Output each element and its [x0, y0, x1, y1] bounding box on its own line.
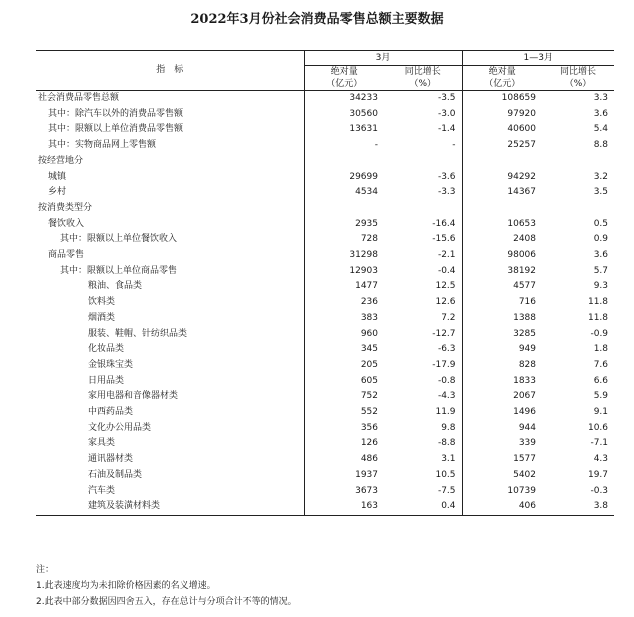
ytd-abs-cell: 10653 — [507, 218, 537, 229]
march-yoy-cell: -3.6 — [384, 170, 462, 186]
ytd-abs-cell: 25257 — [507, 140, 537, 151]
march-yoy-cell — [384, 154, 462, 170]
table-row — [36, 389, 614, 405]
row-label: 社会消费品零售总额 — [36, 91, 304, 107]
note-1: 1.此表速度均为未扣除价格因素的名义增速。 — [36, 581, 216, 591]
ytd-abs-cell: 1496 — [513, 407, 537, 418]
row-label: 家具类 — [36, 436, 304, 452]
row-label: 其中：实物商品网上零售额 — [36, 138, 304, 154]
ytd-yoy-cell: 3.2 — [593, 171, 609, 182]
march-yoy-cell: 0.4 — [384, 499, 462, 515]
ytd-abs-cell: 949 — [518, 344, 537, 355]
row-label: 按消费类型分 — [36, 201, 304, 217]
ytd-yoy-header — [542, 66, 614, 91]
retail-sales-table — [36, 50, 614, 516]
table-row — [36, 185, 614, 201]
ytd-abs-cell: 339 — [518, 438, 537, 449]
march-abs-cell: 486 — [360, 454, 378, 465]
row-label: 粮油、食品类 — [36, 279, 304, 295]
ytd-abs-cell: 1388 — [513, 312, 537, 323]
table-row — [36, 405, 614, 421]
row-label: 其中：限额以上单位商品零售 — [36, 264, 304, 280]
ytd-abs-cell: 14367 — [507, 187, 537, 198]
ytd-abs-cell: 2408 — [513, 234, 537, 245]
march-yoy-cell: 10.5 — [384, 468, 462, 484]
abs-label: 绝对量 — [488, 67, 516, 77]
march-abs-cell: - — [374, 140, 378, 151]
march-yoy-cell: 11.9 — [384, 405, 462, 421]
ytd-abs-cell: 4577 — [513, 281, 537, 292]
ytd-abs-cell: 3285 — [513, 328, 537, 339]
march-abs-cell: 4534 — [355, 187, 378, 198]
table-row — [36, 170, 614, 186]
page-title: 2022年3月份社会消费品零售总额主要数据 — [190, 12, 444, 27]
ytd-yoy-cell: 19.7 — [587, 469, 609, 480]
ytd-yoy-cell: 9.1 — [593, 407, 609, 418]
march-abs-cell: 728 — [360, 234, 378, 245]
table-row — [36, 374, 614, 390]
ytd-yoy-cell: 3.6 — [593, 250, 609, 261]
ytd-yoy-cell: 5.7 — [593, 265, 609, 276]
notes-heading: 注： — [36, 565, 55, 575]
ytd-yoy-cell: -7.1 — [590, 438, 609, 449]
table-row — [36, 468, 614, 484]
march-header: 3月 — [304, 51, 462, 66]
abs-label: 绝对量 — [330, 67, 358, 77]
abs-unit: （亿元） — [326, 79, 363, 89]
row-label: 汽车类 — [36, 484, 304, 500]
row-label: 饮料类 — [36, 295, 304, 311]
row-label: 服装、鞋帽、针纺织品类 — [36, 327, 304, 343]
row-label: 石油及制品类 — [36, 468, 304, 484]
ytd-yoy-cell: -0.3 — [590, 485, 609, 496]
march-yoy-cell: 12.6 — [384, 295, 462, 311]
march-abs-cell: 605 — [360, 375, 378, 386]
table-body — [36, 91, 614, 516]
ytd-yoy-cell: 3.6 — [593, 108, 609, 119]
notes — [36, 562, 297, 610]
ytd-abs-cell — [462, 154, 542, 170]
ytd-abs-cell: 2067 — [513, 391, 537, 402]
row-label: 其中：限额以上单位消费品零售额 — [36, 122, 304, 138]
march-yoy-cell: -3.0 — [384, 107, 462, 123]
ytd-abs-cell: 5402 — [513, 469, 537, 480]
table-row — [36, 327, 614, 343]
march-yoy-cell: -7.5 — [384, 484, 462, 500]
ytd-yoy-cell — [542, 154, 614, 170]
table-row — [36, 107, 614, 123]
row-label: 商品零售 — [36, 248, 304, 264]
table-row — [36, 279, 614, 295]
march-yoy-cell: -12.7 — [384, 327, 462, 343]
table-row — [36, 358, 614, 374]
march-yoy-cell: -1.4 — [384, 122, 462, 138]
march-yoy-cell: 12.5 — [384, 279, 462, 295]
ytd-abs-cell: 944 — [518, 422, 537, 433]
ytd-yoy-cell: 1.8 — [593, 344, 609, 355]
ytd-abs-cell: 406 — [462, 499, 542, 515]
row-label: 通讯器材类 — [36, 452, 304, 468]
ytd-abs-cell: 94292 — [507, 171, 537, 182]
row-label: 日用品类 — [36, 374, 304, 390]
table-row — [36, 122, 614, 138]
march-yoy-cell: -3.5 — [384, 91, 462, 107]
row-label: 城镇 — [36, 170, 304, 186]
ytd-abs-cell — [462, 201, 542, 217]
march-yoy-cell: 3.1 — [384, 452, 462, 468]
ytd-yoy-cell: 0.5 — [593, 218, 609, 229]
march-yoy-cell: 9.8 — [384, 421, 462, 437]
ytd-abs-cell: 108659 — [501, 93, 537, 103]
row-label: 建筑及装潢材料类 — [36, 499, 304, 515]
march-yoy-cell — [384, 201, 462, 217]
ytd-abs-cell: 716 — [518, 297, 537, 308]
table-row — [36, 91, 614, 107]
row-label: 餐饮收入 — [36, 217, 304, 233]
march-abs-cell: 30560 — [349, 108, 378, 119]
ytd-abs-cell: 38192 — [507, 265, 537, 276]
march-abs-cell: 345 — [360, 344, 378, 355]
ytd-abs-cell: 828 — [518, 359, 537, 370]
march-abs-cell: 29699 — [349, 171, 378, 182]
ytd-yoy-cell: -0.9 — [590, 328, 609, 339]
march-yoy-cell: -6.3 — [384, 342, 462, 358]
ytd-yoy-cell: 9.3 — [593, 281, 609, 292]
ytd-abs-cell: 40600 — [507, 124, 537, 135]
march-yoy-cell: -3.3 — [384, 185, 462, 201]
march-abs-cell: 31298 — [349, 250, 378, 261]
table-row — [36, 311, 614, 327]
table-row — [36, 342, 614, 358]
march-abs-cell: 3673 — [355, 485, 378, 496]
ytd-yoy-cell: 10.6 — [587, 422, 609, 433]
ytd-yoy-cell: 3.8 — [542, 499, 614, 515]
march-yoy-cell: -4.3 — [384, 389, 462, 405]
march-abs-cell: 205 — [360, 359, 378, 370]
ytd-yoy-cell: 4.3 — [593, 454, 609, 465]
march-abs-cell: 126 — [360, 438, 378, 449]
march-abs-cell: 236 — [360, 297, 378, 308]
march-yoy-cell: -15.6 — [384, 232, 462, 248]
table-row — [36, 154, 614, 170]
march-abs-cell: 383 — [360, 312, 378, 323]
ytd-abs-cell: 97920 — [507, 108, 537, 119]
march-abs-cell: 13631 — [349, 124, 378, 135]
row-label: 其中：限额以上单位餐饮收入 — [36, 232, 304, 248]
table-row — [36, 264, 614, 280]
table-row — [36, 138, 614, 154]
ytd-abs-cell: 98006 — [507, 250, 537, 261]
table-row — [36, 499, 614, 515]
ytd-yoy-cell: 3.5 — [593, 187, 609, 198]
row-label: 乡村 — [36, 185, 304, 201]
table-row — [36, 217, 614, 233]
header-row-periods — [36, 51, 614, 66]
ytd-abs-header — [462, 66, 542, 91]
table-row — [36, 421, 614, 437]
yoy-unit: （%） — [409, 79, 437, 89]
row-label: 中西药品类 — [36, 405, 304, 421]
yoy-label: 同比增长 — [560, 67, 597, 77]
march-yoy-cell: -17.9 — [384, 358, 462, 374]
march-yoy-cell: -8.8 — [384, 436, 462, 452]
table-row — [36, 436, 614, 452]
row-label: 文化办公用品类 — [36, 421, 304, 437]
note-2: 2.此表中部分数据因四舍五入，存在总计与分项合计不等的情况。 — [36, 597, 297, 607]
march-abs-cell — [304, 154, 384, 170]
ytd-yoy-cell: 11.8 — [587, 297, 609, 308]
table-row — [36, 248, 614, 264]
march-abs-cell: 752 — [360, 391, 378, 402]
ytd-header: 1—3月 — [462, 51, 614, 66]
march-abs-cell — [304, 201, 384, 217]
march-yoy-header — [384, 66, 462, 91]
march-abs-cell: 960 — [360, 328, 378, 339]
row-label: 家用电器和音像器材类 — [36, 389, 304, 405]
table-row — [36, 484, 614, 500]
table-row — [36, 201, 614, 217]
march-abs-header — [304, 66, 384, 91]
march-yoy-cell: - — [384, 138, 462, 154]
ytd-abs-cell: 10739 — [507, 485, 537, 496]
table-row — [36, 232, 614, 248]
table-row — [36, 295, 614, 311]
march-yoy-cell: -2.1 — [384, 248, 462, 264]
march-yoy-cell: 7.2 — [384, 311, 462, 327]
abs-unit: （亿元） — [484, 79, 521, 89]
yoy-label: 同比增长 — [404, 67, 441, 77]
march-abs-cell: 1937 — [355, 469, 378, 480]
ytd-yoy-cell: 8.8 — [593, 140, 609, 151]
march-yoy-cell: -0.8 — [384, 374, 462, 390]
yoy-unit: （%） — [564, 79, 592, 89]
row-label: 按经营地分 — [36, 154, 304, 170]
ytd-yoy-cell: 0.9 — [593, 234, 609, 245]
march-abs-cell: 1477 — [355, 281, 378, 292]
row-label: 其中：除汽车以外的消费品零售额 — [36, 107, 304, 123]
march-yoy-cell: -0.4 — [384, 264, 462, 280]
march-abs-cell: 356 — [360, 422, 378, 433]
table-row — [36, 452, 614, 468]
march-abs-cell: 12903 — [349, 265, 378, 276]
ytd-yoy-cell: 5.4 — [593, 124, 609, 135]
march-abs-cell: 34233 — [349, 93, 378, 103]
march-abs-cell: 552 — [360, 407, 378, 418]
row-label: 化妆品类 — [36, 342, 304, 358]
ytd-yoy-cell: 11.8 — [587, 312, 609, 323]
ytd-yoy-cell: 3.3 — [593, 93, 609, 103]
ytd-abs-cell: 1577 — [513, 454, 537, 465]
ytd-abs-cell: 1833 — [513, 375, 537, 386]
march-abs-cell: 2935 — [355, 218, 378, 229]
row-label: 烟酒类 — [36, 311, 304, 327]
ytd-yoy-cell — [542, 201, 614, 217]
ytd-yoy-cell: 7.6 — [593, 359, 609, 370]
ytd-yoy-cell: 6.6 — [593, 375, 609, 386]
row-label: 金银珠宝类 — [36, 358, 304, 374]
march-abs-cell: 163 — [304, 499, 384, 515]
indicator-header: 指 标 — [36, 51, 304, 91]
march-yoy-cell: -16.4 — [384, 217, 462, 233]
ytd-yoy-cell: 5.9 — [593, 391, 609, 402]
